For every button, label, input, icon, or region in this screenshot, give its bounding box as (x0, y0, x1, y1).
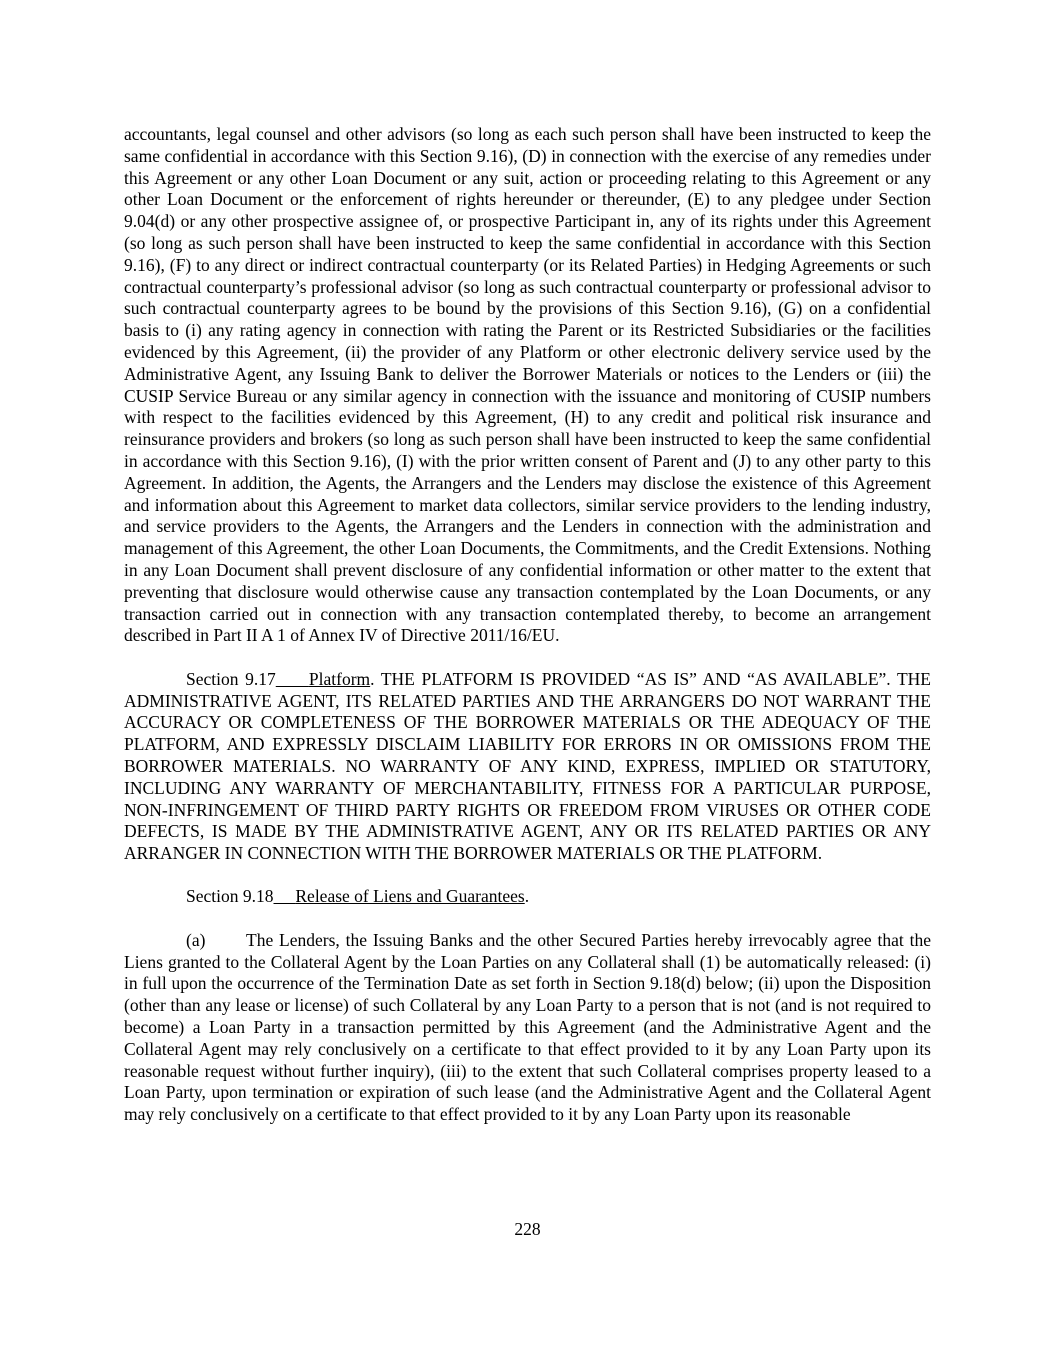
section-9-18-number: Section 9.18 (186, 886, 274, 907)
section-9-18-title: Release of Liens and Guarantees (295, 886, 525, 907)
document-page (124, 124, 931, 1126)
continued-paragraph: accountants, legal counsel and other advisors (so long as each such person shall have been instructed to keep the same confidential in accordance with this Section 9.16), (D) in connection with the exercise of any remedies under this Agreement or any other Loan Document or any suit, action or proceeding relating to this Agreement or any other Loan Document or the enforcement of rights hereunder or thereunder, (E) to any pledgee under Section 9.04(d) or any other prospective assignee of, or prospective Participant in, any of its rights under this Agreement (so long as such person shall have been instructed to keep the same confidential in accordance with this Section 9.16), (F) to any direct or indirect contractual counterparty (or its Related Parties) in Hedging Agreements or such contractual counterparty’s professional advisor (so long as such contractual counterparty or professional advisor to such contractual counterparty agrees to be bound by the provisions of this Section 9.16), (G) on a confidential basis to (i) any rating agency in connection with rating the Parent or its Restricted Subsidiaries or the facilities evidenced by this Agreement, (ii) the provider of any Platform or other electronic delivery service used by the Administrative Agent, any Issuing Bank to deliver the Borrower Materials or notices to the Lenders or (iii) the CUSIP Service Bureau or any similar agency in connection with the issuance and monitoring of CUSIP numbers with respect to the facilities evidenced by this Agreement, (H) to any credit and political risk insurance and reinsurance providers and brokers (so long as such person shall have been instructed to keep the same confidential in accordance with this Section 9.16), (I) with the prior written consent of Parent and (J) to any other party to this Agreement. In addition, the Agents, the Arrangers and the Lenders may disclose the existence of this Agreement and information about this Agreement to market data collectors, similar service providers to the lending industry, and service providers to the Agents, the Arrangers and the Lenders in connection with the administration and management of this Agreement, the other Loan Documents, the Commitments, and the Credit Extensions. Nothing in any Loan Document shall prevent disclosure of any confidential information or other matter to the extent that preventing that disclosure would otherwise cause any transaction contemplated by the Loan Documents, or any transaction carried out in connection with any transaction contemplated thereby, to become an arrangement described in Part II A 1 of Annex IV of Directive 2011/16/EU. (124, 124, 931, 646)
section-9-18-end: . (524, 886, 530, 907)
section-9-17-paragraph (124, 669, 931, 865)
section-9-17-body: . THE PLATFORM IS PROVIDED “AS IS” AND “AS AVAILABLE”. THE ADMINISTRATIVE AGENT, ITS RELATED PARTIES AND THE ARRANGERS DO NOT WARRANT THE ACCURACY OR COMPLETENESS OF THE BORROWER MATERIALS OR THE ADEQUACY OF THE PLATFORM, AND EXPRESSLY DISCLAIM LIABILITY FOR ERRORS IN OR OMISSIONS FROM THE BORROWER MATERIALS. NO WARRANTY OF ANY KIND, EXPRESS, IMPLIED OR STATUTORY, INCLUDING ANY WARRANTY OF MERCHANTABILITY, FITNESS FOR A PARTICULAR PURPOSE, NON-INFRINGEMENT OF THIRD PARTY RIGHTS OR FREEDOM FROM VIRUSES OR OTHER CODE DEFECTS, IS MADE BY THE ADMINISTRATIVE AGENT, ANY OR ITS RELATED PARTIES OR ANY ARRANGER IN CONNECTION WITH THE BORROWER MATERIALS OR THE PLATFORM. (124, 668, 931, 864)
section-9-18-heading (124, 886, 931, 908)
section-9-17-number: Section 9.17 (186, 668, 276, 689)
section-9-17-tab (276, 669, 309, 689)
page-number: 228 (514, 1219, 541, 1239)
section-9-18-tab (274, 886, 296, 906)
subsection-a-paragraph (124, 930, 931, 1126)
section-9-17-title: Platform (308, 668, 371, 689)
subsection-a-label: (a) (186, 929, 206, 950)
subsection-a-body: The Lenders, the Issuing Banks and the other Secured Parties hereby irrevocably agree that the Liens granted to the Collateral Agent by the Loan Parties on any Collateral shall (1) be automatically released: (i) in full upon the occurrence of the Termination Date as set forth in Section 9.18(d) below; (ii) upon the Disposition (other than any lease or license) of such Collateral by any Loan Party to a person that is not (and is not required to become) a Loan Party in a transaction permitted by this Agreement (and the Administrative Agent and the Collateral Agent may rely conclusively on a certificate to that effect provided to it by any Loan Party upon its reasonable request without further inquiry), (iii) to the extent that such Collateral comprises property leased to a Loan Party, upon termination or expiration of such lease (and the Administrative Agent and the Collateral Agent may rely conclusively on a certificate to that effect provided to it by any Loan Party upon its reasonable (124, 929, 931, 1125)
